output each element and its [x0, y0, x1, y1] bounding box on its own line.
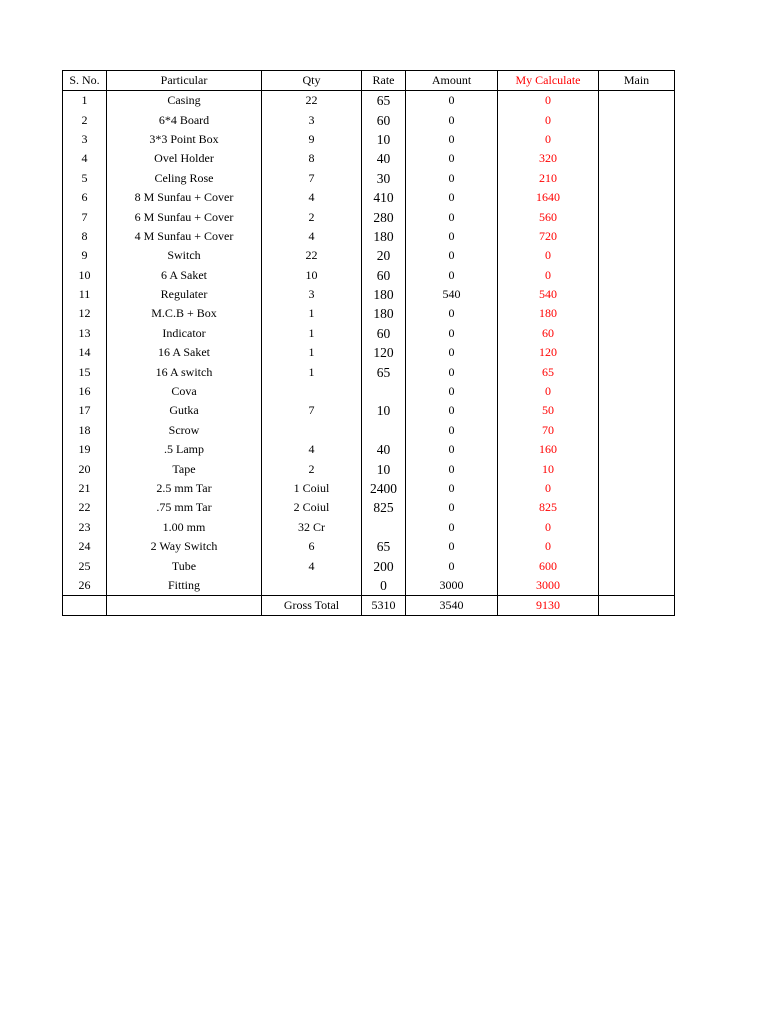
cell-amount: 0: [406, 421, 498, 440]
cell-my-calculate: 50: [498, 401, 599, 420]
cell-my-calculate: 560: [498, 207, 599, 226]
cell-qty: [262, 382, 362, 401]
table-row: [63, 130, 675, 149]
total-label: Gross Total: [262, 596, 362, 616]
cell-my-calculate: 60: [498, 324, 599, 343]
cell-amount: 0: [406, 207, 498, 226]
cell-rate: 280: [362, 207, 406, 226]
cell-qty: 6: [262, 537, 362, 556]
cell-particular: Tape: [107, 459, 262, 478]
cell-main: [599, 343, 675, 362]
table-row: [63, 556, 675, 575]
cell-amount: 0: [406, 556, 498, 575]
cell-main: [599, 518, 675, 537]
cell-main: [599, 362, 675, 381]
cell-main: [599, 459, 675, 478]
table-row: [63, 285, 675, 304]
cell-sno: 16: [63, 382, 107, 401]
total-main-cell: [599, 596, 675, 616]
cell-main: [599, 266, 675, 285]
table-body: [63, 91, 675, 596]
cell-qty: 4: [262, 227, 362, 246]
cell-rate: 200: [362, 556, 406, 575]
cell-sno: 8: [63, 227, 107, 246]
cell-rate: [362, 421, 406, 440]
cell-particular: Tube: [107, 556, 262, 575]
cell-qty: 4: [262, 188, 362, 207]
table-row: [63, 518, 675, 537]
cell-sno: 25: [63, 556, 107, 575]
cell-main: [599, 304, 675, 323]
cell-main: [599, 401, 675, 420]
cell-amount: 0: [406, 324, 498, 343]
cell-amount: 0: [406, 343, 498, 362]
cell-sno: 18: [63, 421, 107, 440]
cell-sno: 15: [63, 362, 107, 381]
cell-rate: 2400: [362, 479, 406, 498]
cell-my-calculate: 600: [498, 556, 599, 575]
cell-amount: 0: [406, 266, 498, 285]
cell-main: [599, 576, 675, 596]
cell-amount: 0: [406, 110, 498, 129]
cell-particular: Indicator: [107, 324, 262, 343]
cell-main: [599, 130, 675, 149]
header-main: Main: [599, 71, 675, 91]
cell-amount: 0: [406, 130, 498, 149]
cell-rate: 0: [362, 576, 406, 596]
cell-qty: 7: [262, 401, 362, 420]
cell-particular: 4 M Sunfau + Cover: [107, 227, 262, 246]
cell-rate: 180: [362, 227, 406, 246]
cell-particular: .5 Lamp: [107, 440, 262, 459]
cell-qty: 2 Coiul: [262, 498, 362, 517]
cell-rate: 60: [362, 324, 406, 343]
cell-qty: 3: [262, 285, 362, 304]
cell-particular: 2 Way Switch: [107, 537, 262, 556]
cell-my-calculate: 210: [498, 169, 599, 188]
cell-qty: [262, 421, 362, 440]
table-row: [63, 576, 675, 596]
cell-particular: Casing: [107, 91, 262, 111]
cell-sno: 9: [63, 246, 107, 265]
cell-my-calculate: 0: [498, 382, 599, 401]
cell-qty: 32 Cr: [262, 518, 362, 537]
spreadsheet-page: [62, 70, 675, 616]
cell-amount: 0: [406, 149, 498, 168]
cell-particular: Scrow: [107, 421, 262, 440]
cell-amount: 0: [406, 518, 498, 537]
cell-main: [599, 285, 675, 304]
cell-main: [599, 479, 675, 498]
cell-rate: 10: [362, 459, 406, 478]
header-particular: Particular: [107, 71, 262, 91]
cell-qty: 1: [262, 343, 362, 362]
table-row: [63, 401, 675, 420]
cell-my-calculate: 0: [498, 91, 599, 111]
cell-amount: 0: [406, 440, 498, 459]
cell-sno: 19: [63, 440, 107, 459]
cell-particular: 6 A Saket: [107, 266, 262, 285]
cell-sno: 4: [63, 149, 107, 168]
cell-qty: 7: [262, 169, 362, 188]
header-rate: Rate: [362, 71, 406, 91]
cell-rate: 20: [362, 246, 406, 265]
cell-qty: 10: [262, 266, 362, 285]
cell-my-calculate: 320: [498, 149, 599, 168]
cell-main: [599, 110, 675, 129]
cell-qty: 1: [262, 324, 362, 343]
cell-amount: 0: [406, 459, 498, 478]
cell-amount: 0: [406, 188, 498, 207]
cell-rate: 40: [362, 149, 406, 168]
cell-amount: 0: [406, 169, 498, 188]
cell-rate: 410: [362, 188, 406, 207]
cell-main: [599, 498, 675, 517]
table-row: [63, 169, 675, 188]
cell-my-calculate: 10: [498, 459, 599, 478]
table-row: [63, 304, 675, 323]
total-sno-cell: [63, 596, 107, 616]
cell-qty: 4: [262, 440, 362, 459]
cell-particular: 6*4 Board: [107, 110, 262, 129]
table-row: [63, 382, 675, 401]
cell-particular: .75 mm Tar: [107, 498, 262, 517]
cell-particular: M.C.B + Box: [107, 304, 262, 323]
cell-main: [599, 246, 675, 265]
cell-qty: 4: [262, 556, 362, 575]
cell-particular: Cova: [107, 382, 262, 401]
table-row: [63, 459, 675, 478]
table-row: [63, 479, 675, 498]
cell-particular: Ovel Holder: [107, 149, 262, 168]
cell-main: [599, 207, 675, 226]
cell-amount: 0: [406, 401, 498, 420]
cell-rate: 40: [362, 440, 406, 459]
cell-rate: 10: [362, 401, 406, 420]
estimate-table: [62, 70, 675, 616]
cell-particular: 1.00 mm: [107, 518, 262, 537]
table-row: [63, 362, 675, 381]
cell-sno: 11: [63, 285, 107, 304]
cell-amount: 0: [406, 246, 498, 265]
cell-qty: 2: [262, 207, 362, 226]
cell-sno: 14: [63, 343, 107, 362]
cell-sno: 21: [63, 479, 107, 498]
cell-main: [599, 421, 675, 440]
cell-my-calculate: 540: [498, 285, 599, 304]
header-my-calculate: My Calculate: [498, 71, 599, 91]
cell-qty: [262, 576, 362, 596]
table-row: [63, 421, 675, 440]
cell-amount: 540: [406, 285, 498, 304]
cell-main: [599, 440, 675, 459]
table-row: [63, 227, 675, 246]
cell-amount: 0: [406, 91, 498, 111]
cell-qty: 1: [262, 304, 362, 323]
cell-qty: 8: [262, 149, 362, 168]
cell-rate: [362, 382, 406, 401]
cell-rate: 65: [362, 91, 406, 111]
cell-my-calculate: 65: [498, 362, 599, 381]
table-row: [63, 188, 675, 207]
cell-my-calculate: 160: [498, 440, 599, 459]
cell-qty: 9: [262, 130, 362, 149]
table-row: [63, 246, 675, 265]
cell-rate: 825: [362, 498, 406, 517]
cell-sno: 17: [63, 401, 107, 420]
total-row: [63, 596, 675, 616]
cell-sno: 7: [63, 207, 107, 226]
cell-main: [599, 91, 675, 111]
cell-sno: 24: [63, 537, 107, 556]
cell-sno: 10: [63, 266, 107, 285]
total-rate: 5310: [362, 596, 406, 616]
cell-particular: 16 A switch: [107, 362, 262, 381]
cell-amount: 0: [406, 498, 498, 517]
table-row: [63, 207, 675, 226]
cell-sno: 22: [63, 498, 107, 517]
cell-qty: 3: [262, 110, 362, 129]
cell-particular: 3*3 Point Box: [107, 130, 262, 149]
cell-rate: 30: [362, 169, 406, 188]
cell-rate: 180: [362, 304, 406, 323]
cell-qty: 1 Coiul: [262, 479, 362, 498]
cell-sno: 13: [63, 324, 107, 343]
cell-my-calculate: 0: [498, 130, 599, 149]
table-row: [63, 343, 675, 362]
cell-my-calculate: 0: [498, 266, 599, 285]
cell-my-calculate: 0: [498, 479, 599, 498]
cell-sno: 12: [63, 304, 107, 323]
cell-qty: 2: [262, 459, 362, 478]
cell-amount: 0: [406, 304, 498, 323]
cell-my-calculate: 720: [498, 227, 599, 246]
total-particular-cell: [107, 596, 262, 616]
cell-my-calculate: 0: [498, 518, 599, 537]
cell-particular: Switch: [107, 246, 262, 265]
cell-main: [599, 227, 675, 246]
cell-amount: 0: [406, 479, 498, 498]
cell-main: [599, 556, 675, 575]
cell-rate: 65: [362, 362, 406, 381]
cell-main: [599, 382, 675, 401]
cell-main: [599, 169, 675, 188]
cell-main: [599, 149, 675, 168]
cell-sno: 5: [63, 169, 107, 188]
cell-rate: 180: [362, 285, 406, 304]
table-row: [63, 266, 675, 285]
cell-sno: 26: [63, 576, 107, 596]
table-row: [63, 149, 675, 168]
cell-amount: 0: [406, 362, 498, 381]
cell-my-calculate: 180: [498, 304, 599, 323]
cell-sno: 1: [63, 91, 107, 111]
cell-amount: 0: [406, 382, 498, 401]
cell-particular: 2.5 mm Tar: [107, 479, 262, 498]
cell-my-calculate: 0: [498, 246, 599, 265]
cell-amount: 0: [406, 227, 498, 246]
cell-particular: 16 A Saket: [107, 343, 262, 362]
cell-particular: 8 M Sunfau + Cover: [107, 188, 262, 207]
table-row: [63, 110, 675, 129]
cell-my-calculate: 70: [498, 421, 599, 440]
total-amount: 3540: [406, 596, 498, 616]
cell-particular: Gutka: [107, 401, 262, 420]
cell-amount: 0: [406, 537, 498, 556]
table-row: [63, 498, 675, 517]
cell-rate: 60: [362, 266, 406, 285]
cell-my-calculate: 120: [498, 343, 599, 362]
cell-sno: 2: [63, 110, 107, 129]
cell-particular: Celing Rose: [107, 169, 262, 188]
header-amount: Amount: [406, 71, 498, 91]
total-my-calculate: 9130: [498, 596, 599, 616]
cell-amount: 3000: [406, 576, 498, 596]
cell-my-calculate: 0: [498, 537, 599, 556]
cell-sno: 20: [63, 459, 107, 478]
cell-qty: 22: [262, 246, 362, 265]
cell-main: [599, 324, 675, 343]
cell-my-calculate: 1640: [498, 188, 599, 207]
table-row: [63, 440, 675, 459]
cell-particular: Regulater: [107, 285, 262, 304]
header-sno: S. No.: [63, 71, 107, 91]
cell-rate: 60: [362, 110, 406, 129]
cell-main: [599, 537, 675, 556]
cell-my-calculate: 825: [498, 498, 599, 517]
cell-sno: 3: [63, 130, 107, 149]
cell-rate: 10: [362, 130, 406, 149]
cell-main: [599, 188, 675, 207]
cell-sno: 23: [63, 518, 107, 537]
cell-rate: 120: [362, 343, 406, 362]
cell-particular: Fitting: [107, 576, 262, 596]
cell-my-calculate: 3000: [498, 576, 599, 596]
table-row: [63, 91, 675, 111]
cell-rate: [362, 518, 406, 537]
cell-rate: 65: [362, 537, 406, 556]
cell-sno: 6: [63, 188, 107, 207]
cell-my-calculate: 0: [498, 110, 599, 129]
cell-qty: 1: [262, 362, 362, 381]
cell-particular: 6 M Sunfau + Cover: [107, 207, 262, 226]
table-row: [63, 537, 675, 556]
header-qty: Qty: [262, 71, 362, 91]
table-row: [63, 324, 675, 343]
cell-qty: 22: [262, 91, 362, 111]
header-row: [63, 71, 675, 91]
